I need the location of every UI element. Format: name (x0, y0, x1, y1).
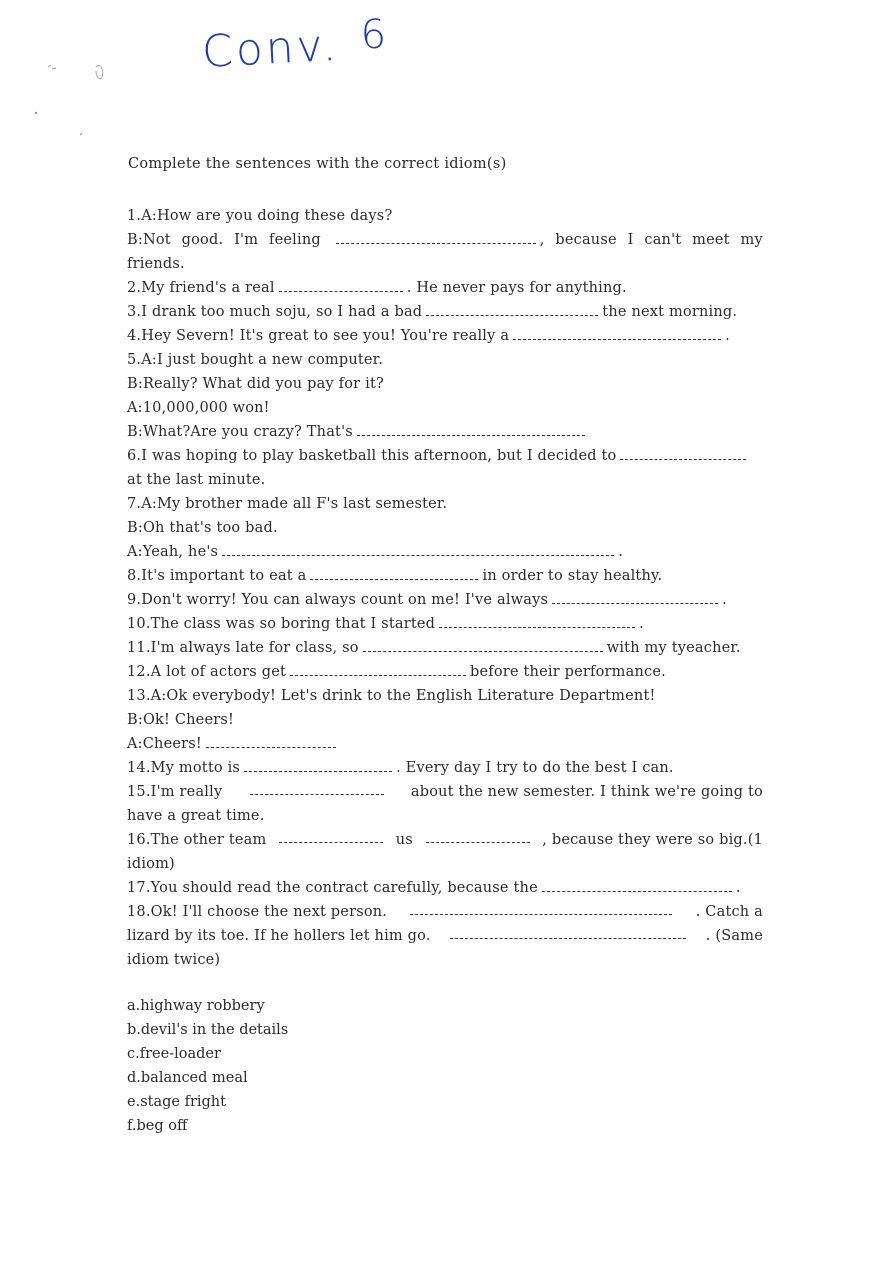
word: , (539, 232, 545, 248)
answer-blank-3[interactable] (426, 301, 598, 316)
text: B:What?Are you crazy? That's (127, 424, 353, 440)
text: . He never pays for anything. (406, 280, 627, 296)
line-4 (127, 276, 763, 300)
text: 11.I'm always late for class, so (127, 640, 359, 656)
line-11 (127, 444, 763, 468)
line-8: B:Really? What did you pay for it? (127, 376, 384, 392)
handwritten-number: 6 (359, 11, 391, 59)
line-22: B:Ok! Cheers! (127, 712, 235, 728)
text: 15.I'm really (127, 784, 223, 800)
line-15 (127, 540, 763, 564)
text: 18.Ok! I'll choose the next person. (127, 904, 388, 920)
exercise-lines (127, 204, 763, 972)
text: A:Yeah, he's (127, 544, 219, 560)
option-c: c.free-loader (127, 1046, 221, 1062)
option-e: e.stage fright (127, 1094, 226, 1110)
answer-blank-16b[interactable] (426, 828, 530, 843)
text: 6.I was hoping to play basketball this afternoon, but I decided to (127, 448, 617, 464)
answer-blank-15[interactable] (250, 780, 384, 795)
answer-blank-1[interactable] (332, 228, 545, 252)
text: . (725, 328, 730, 344)
text: the next morning. (602, 304, 738, 320)
answer-blank-11[interactable] (363, 637, 603, 652)
text: lizard by its toe. If he hollers let him go. (127, 928, 431, 944)
answer-blank-8[interactable] (310, 565, 478, 580)
line-13: 7.A:My brother made all F's last semester. (127, 496, 448, 512)
line-14: B:Oh that's too bad. (127, 520, 278, 536)
text: 17.You should read the contract carefully, because the (127, 880, 538, 896)
answer-blank-12[interactable] (290, 661, 466, 676)
line-2 (127, 228, 763, 252)
text: . (639, 616, 644, 632)
text: A:Cheers! (127, 736, 202, 752)
word: B:Not (127, 232, 171, 248)
text: with my tyeacher. (606, 640, 741, 656)
line-32: idiom twice) (127, 952, 221, 968)
answer-blank-13[interactable] (206, 733, 336, 748)
answer-blank-4[interactable] (513, 325, 721, 340)
line-25 (127, 780, 763, 804)
line-27 (127, 828, 763, 852)
text: 14.My motto is (127, 760, 241, 776)
answer-blank-14[interactable] (244, 757, 392, 772)
word: I'm (234, 232, 259, 248)
text: . (618, 544, 624, 560)
line-7: 5.A:I just bought a new computer. (127, 352, 384, 368)
text: . Every day I try to do the best I can. (396, 760, 674, 776)
line-6 (127, 324, 763, 348)
word: can't (644, 232, 682, 248)
line-26: have a great time. (127, 808, 265, 824)
handwritten-title-text: Conv. (200, 19, 341, 78)
text: 12.A lot of actors get (127, 664, 287, 680)
line-5 (127, 300, 763, 324)
line-20 (127, 660, 763, 684)
answer-blank-6[interactable] (620, 445, 746, 460)
word: my (740, 232, 763, 248)
line-23 (127, 732, 763, 756)
answer-blank-5[interactable] (357, 421, 585, 436)
line-16 (127, 564, 763, 588)
text: 3.I drank too much soju, so I had a bad (127, 304, 423, 320)
text: 10.The class was so boring that I started (127, 616, 436, 632)
line-21: 13.A:Ok everybody! Let's drink to the English Literature Department! (127, 688, 656, 704)
line-19 (127, 636, 763, 660)
text: . (722, 592, 727, 608)
instructions-heading: Complete the sentences with the correct idiom(s) (128, 156, 507, 172)
line-31 (127, 924, 763, 948)
line-12: at the last minute. (127, 472, 266, 488)
option-a: a.highway robbery (127, 998, 265, 1014)
line-18 (127, 612, 763, 636)
answer-blank-18a[interactable] (410, 900, 672, 915)
answer-blank-17[interactable] (542, 877, 732, 892)
line-28: idiom) (127, 856, 175, 872)
text: about the new semester. I think we're going to (410, 784, 763, 800)
line-29 (127, 876, 763, 900)
answer-blank-16a[interactable] (279, 828, 383, 843)
text: . Catch a (695, 904, 763, 920)
line-3: friends. (127, 256, 185, 272)
option-d: d.balanced meal (127, 1070, 248, 1086)
line-10 (127, 420, 763, 444)
handwritten-title (200, 11, 391, 78)
word: I (627, 232, 634, 248)
line-17 (127, 588, 763, 612)
idiom-options-list (127, 994, 288, 1138)
text: 9.Don't worry! You can always count on me! I've always (127, 592, 549, 608)
text: 2.My friend's a real (127, 280, 275, 296)
text: . (735, 880, 741, 896)
text: in order to stay healthy. (482, 568, 663, 584)
answer-blank-7[interactable] (222, 541, 614, 556)
text: 8.It's important to eat a (127, 568, 307, 584)
answer-blank-9[interactable] (552, 589, 718, 604)
text: 16.The other team (127, 832, 267, 848)
answer-blank-2[interactable] (279, 277, 403, 292)
text: . (Same (705, 928, 763, 944)
word: feeling (269, 232, 321, 248)
option-f: f.beg off (127, 1118, 188, 1134)
text: , because they were so big.(1 (542, 832, 763, 848)
answer-blank-18b[interactable] (450, 924, 686, 939)
text: 4.Hey Severn! It's great to see you! You're really a (127, 328, 510, 344)
line-30 (127, 900, 763, 924)
line-9: A:10,000,000 won! (127, 400, 270, 416)
answer-blank-10[interactable] (439, 613, 635, 628)
text: before their performance. (470, 664, 666, 680)
text: us (395, 832, 413, 848)
word: good. (181, 232, 224, 248)
word: meet (692, 232, 730, 248)
word: because (555, 232, 617, 248)
line-24 (127, 756, 763, 780)
option-b: b.devil's in the details (127, 1022, 289, 1038)
line-1: 1.A:How are you doing these days? (127, 208, 393, 224)
pencil-scribbles (30, 55, 150, 145)
